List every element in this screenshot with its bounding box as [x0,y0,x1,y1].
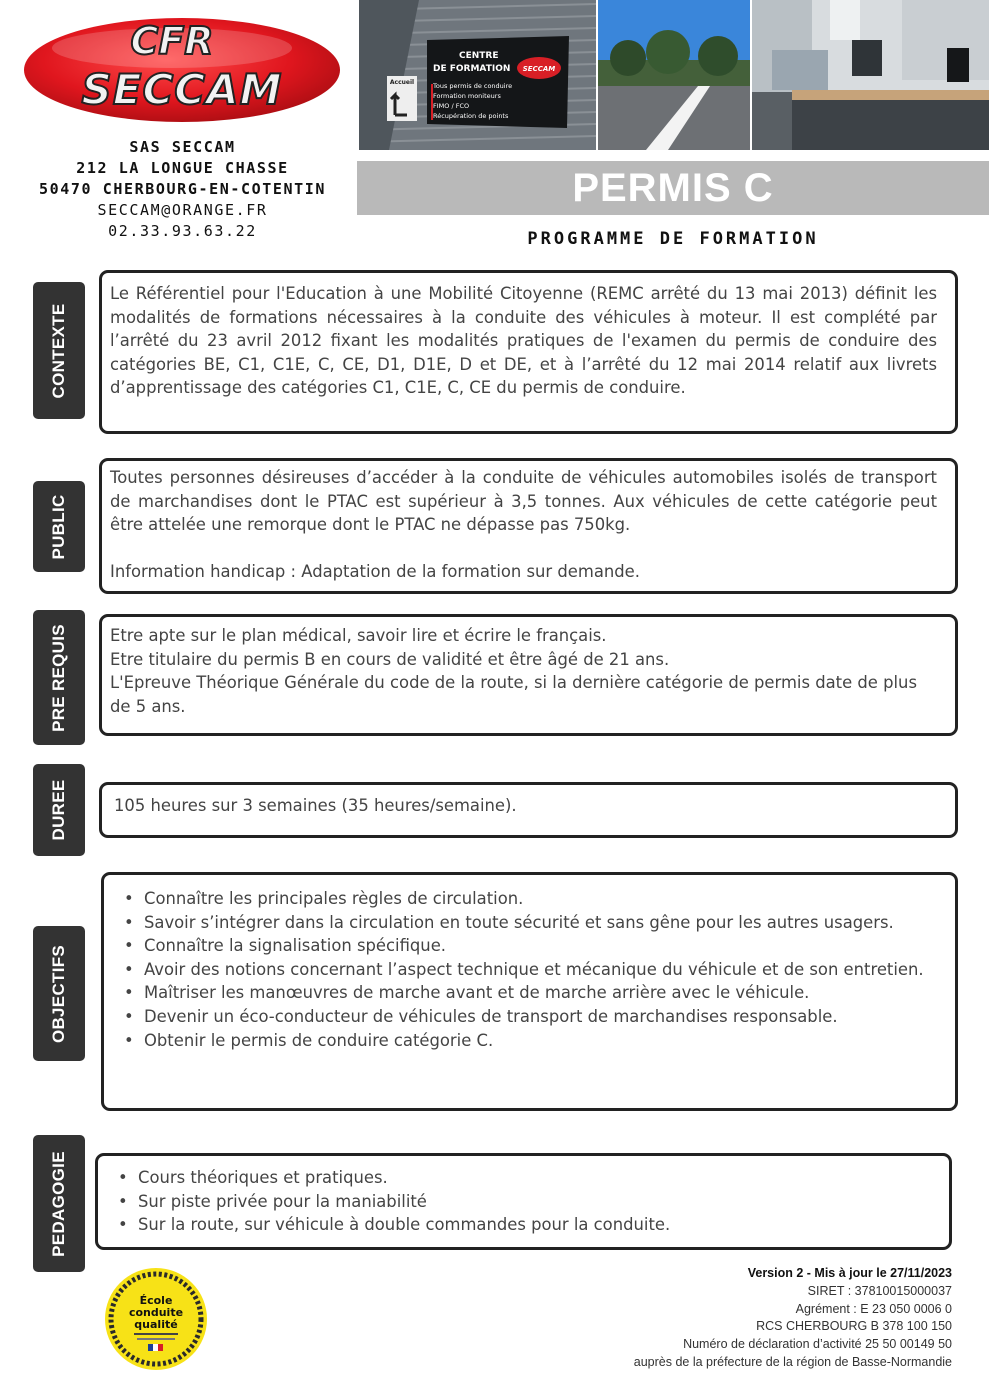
ecole-conduite-qualite-badge [104,1267,208,1371]
footer-agrement: Agrément : E 23 050 0006 0 [795,1301,952,1316]
section-tab-objectifs [33,926,85,1061]
page-subtitle: PROGRAMME DE FORMATION [527,229,819,249]
prerequis-line-3: L'Epreuve Théorique Générale du code de la route, si la dernière catégorie de permis date de plus de 5 ans. [110,673,917,716]
svg-text:conduite: conduite [128,1306,184,1319]
photo-training-center-sign [359,0,596,150]
company-address-line2: 50470 CHERBOURG-EN-COTENTIN [38,180,327,198]
section-box-prerequis [99,614,958,736]
list-item: • Sur piste privée pour la maniabilité [116,1190,929,1214]
contexte-text: Le Référentiel pour l'Education à une Mobilité Citoyenne (REMC arrêté du 13 mai 2013) définit les modalités de formations nécessaires à la conduite des véhicules à moteur. Il est complété par l’arrêté du 23 avril 2012 fixant les modalités pratiques de l'examen du permis de conduire des catégories BE, C1, C1E, C, CE, D1, D1E, D et DE, et à l’arrêté du 12 mai 2014 relatif aux livrets d’apprentissage des catégories C1, C1E, C, CE du permis de conduire. [110,284,937,398]
section-tab-duree [33,764,85,856]
list-item: • Cours théoriques et pratiques. [116,1166,929,1190]
section-tab-contexte [33,282,85,419]
cfr-seccam-logo [22,14,342,126]
svg-text:École: École [139,1294,173,1307]
section-box-objectifs [101,872,958,1111]
objectifs-list [122,887,935,1052]
list-item: • Connaître la signalisation spécifique. [122,934,935,958]
svg-text:FIMO / FCO: FIMO / FCO [433,102,470,110]
svg-text:CENTRE: CENTRE [459,51,499,61]
footer-declaration: Numéro de déclaration d’activité 25 50 00149 50 [683,1337,952,1352]
list-item: • Sur la route, sur véhicule à double commandes pour la conduite. [116,1213,929,1237]
footer-prefecture: auprès de la préfecture de la région de Basse-Normandie [633,1354,952,1369]
company-info [10,137,355,242]
list-item: • Savoir s’intégrer dans la circulation en toute sécurité et sans gêne pour les autres usagers. [122,911,935,935]
footer-rcs: RCS CHERBOURG B 378 100 150 [756,1319,952,1334]
section-label-public: PUBLIC [49,493,68,560]
list-item: • Obtenir le permis de conduire catégorie C. [122,1029,935,1053]
public-text: Toutes personnes désireuses d’accéder à la conduite de véhicules automobiles isolés de transport de marchandises dont le PTAC est supérieur à 3,5 tonnes. Aux véhicules de cette catégorie peut être attelée une remorque dont le PTAC ne dépasse pas 750kg. [110,468,937,535]
footer-siret: SIRET : 37810015000037 [807,1283,952,1298]
footer-version: Version 2 - Mis à jour le 27/11/2023 [747,1266,952,1280]
svg-text:qualité: qualité [134,1318,178,1331]
list-item: • Devenir un éco-conducteur de véhicules de transport de marchandises responsable. [122,1005,935,1029]
prerequis-line-2: Etre titulaire du permis B en cours de validité et être âgé de 21 ans. [110,649,670,669]
section-label-duree: DUREE [49,779,68,841]
company-phone: 02.33.93.63.22 [108,222,257,240]
section-tab-pedagogie [33,1135,85,1272]
pedagogie-list [116,1166,929,1237]
section-box-public [99,458,958,594]
section-box-duree [99,782,958,838]
svg-text:Récupération de points: Récupération de points [433,112,509,120]
duree-text: 105 heures sur 3 semaines (35 heures/semaine). [114,796,517,815]
prerequis-line-1: Etre apte sur le plan médical, savoir lire et écrire le français. [110,626,607,645]
section-label-objectifs: OBJECTIFS [49,944,68,1043]
svg-text:Tous permis de conduire: Tous permis de conduire [433,82,513,90]
footer-legal-info [634,1265,952,1372]
photo-reception-desk [752,0,989,150]
svg-text:Accueil: Accueil [389,79,415,86]
svg-text:DE FORMATION: DE FORMATION [433,64,511,74]
company-email: SECCAM@ORANGE.FR [97,201,268,219]
svg-text:CFR: CFR [130,19,214,63]
company-name: SAS SECCAM [129,138,236,156]
photo-training-track [598,0,750,150]
public-handicap-info: Information handicap : Adaptation de la formation sur demande. [110,562,640,582]
section-label-pedagogie: PEDAGOGIE [49,1150,68,1257]
svg-text:SECCAM: SECCAM [81,65,283,114]
svg-text:Formation moniteurs: Formation moniteurs [433,92,501,100]
list-item: • Maîtriser les manœuvres de marche avant et de marche arrière avec le véhicule. [122,981,935,1005]
section-box-pedagogie [95,1153,952,1250]
list-item: • Connaître les principales règles de circulation. [122,887,935,911]
section-tab-public [33,481,85,572]
page-title: PERMIS C [572,166,774,210]
section-box-contexte [99,270,958,434]
svg-text:SECCAM: SECCAM [522,65,556,73]
list-item: • Avoir des notions concernant l’aspect technique et mécanique du véhicule et de son entretien. [122,958,935,982]
company-address-line1: 212 LA LONGUE CHASSE [76,159,289,177]
section-label-contexte: CONTEXTE [49,303,68,398]
section-label-prerequis: PRE REQUIS [49,623,68,732]
section-tab-prerequis [33,610,85,745]
page-title-band [357,161,989,215]
